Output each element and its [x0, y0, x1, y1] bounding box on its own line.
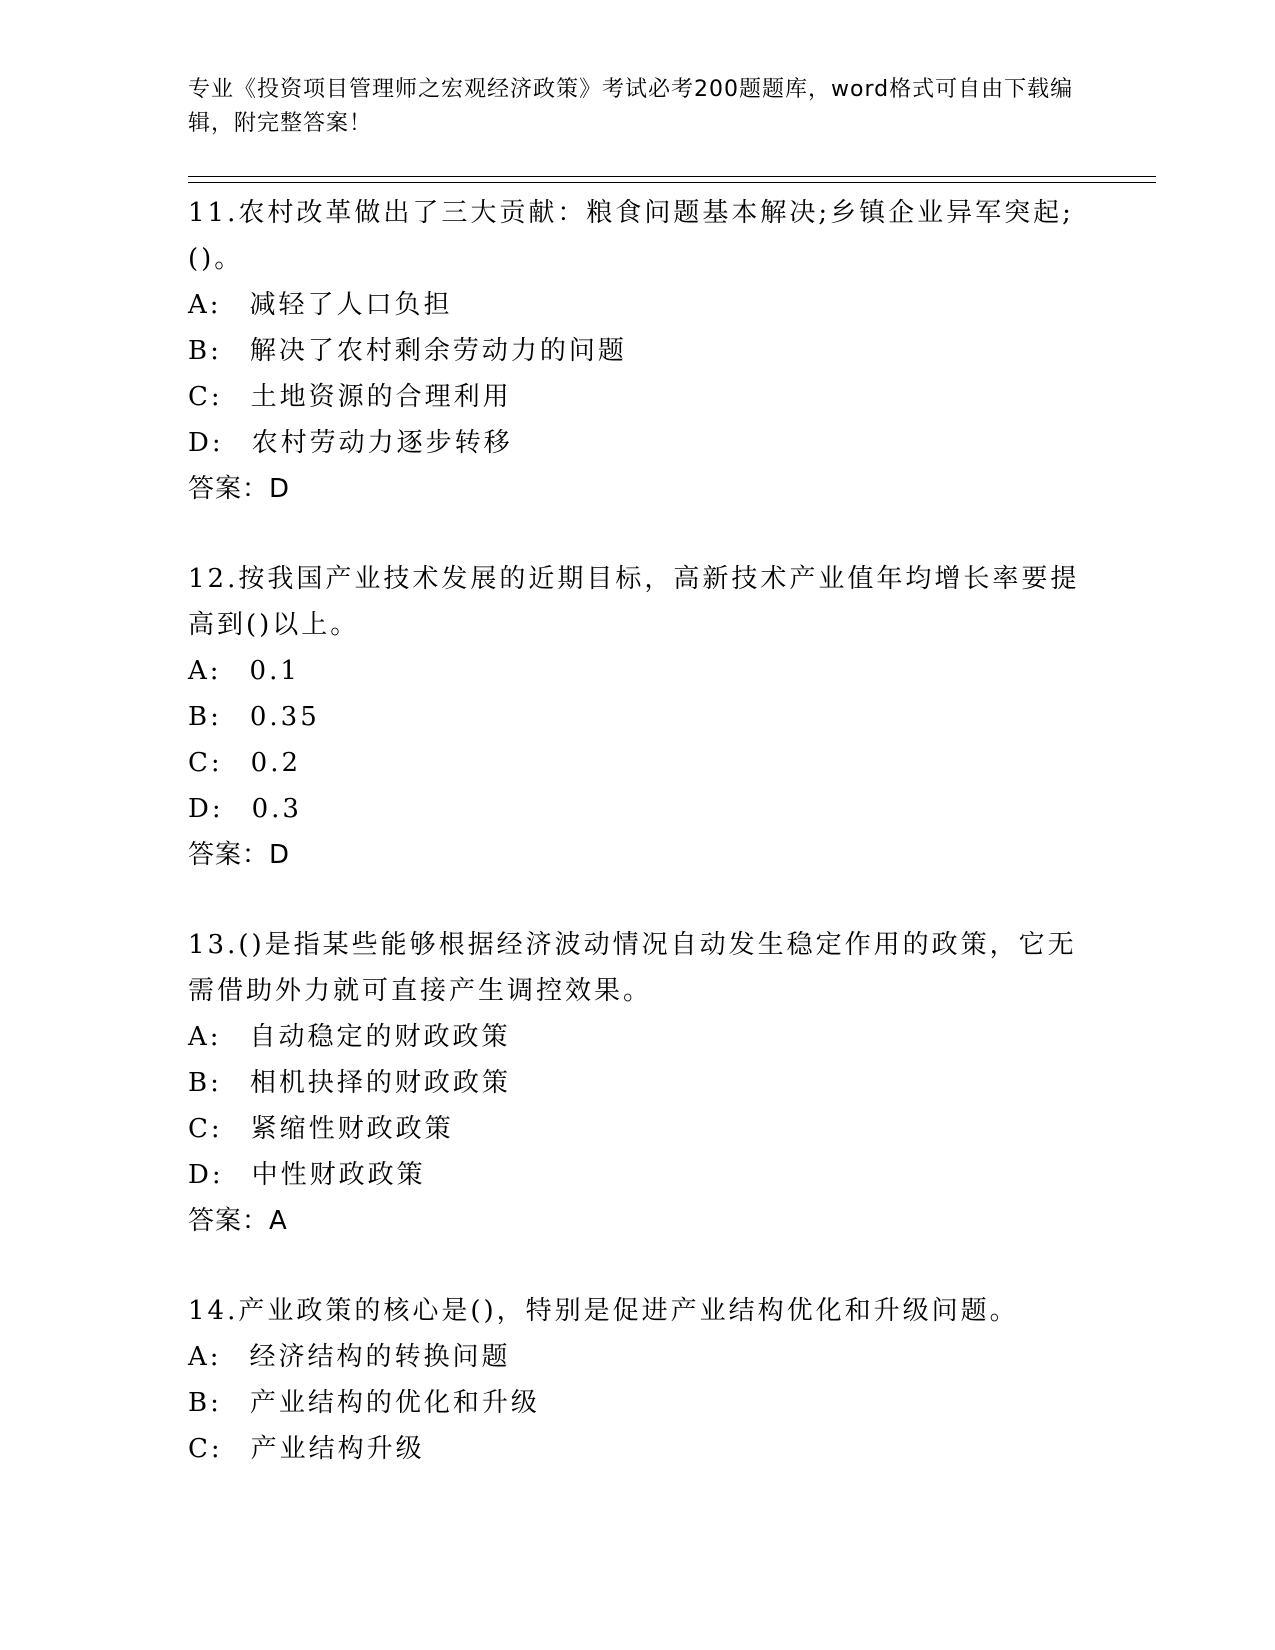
option-letter: D: — [188, 1160, 224, 1190]
option-letter: A: — [188, 1022, 222, 1052]
option-text: 中性财政政策 — [251, 1160, 426, 1190]
option-text: 解决了农村剩余劳动力的问题 — [249, 336, 627, 366]
answer-line: 答案：A — [188, 1206, 288, 1236]
option-c — [188, 1426, 1088, 1472]
option-text: 0.1 — [249, 656, 300, 686]
question-stem: 14.产业政策的核心是()，特别是促进产业结构优化和升级问题。 — [188, 1296, 1019, 1326]
option-text: 减轻了人口负担 — [249, 290, 453, 320]
question-14 — [188, 1288, 1088, 1472]
question-stem: 13.()是指某些能够根据经济波动情况自动发生稳定作用的政策，它无需借助外力就可直接产生调控效果。 — [188, 930, 1077, 1006]
option-a — [188, 282, 1088, 328]
option-text: 0.3 — [251, 794, 302, 824]
option-letter: D: — [188, 428, 224, 458]
option-letter: B: — [188, 1388, 222, 1418]
option-letter: B: — [188, 336, 222, 366]
option-text: 产业结构升级 — [250, 1434, 425, 1464]
option-text: 0.35 — [249, 702, 320, 732]
option-text: 农村劳动力逐步转移 — [251, 428, 513, 458]
option-text: 土地资源的合理利用 — [250, 382, 512, 412]
option-b — [188, 328, 1088, 374]
option-b — [188, 694, 1088, 740]
option-text: 产业结构的优化和升级 — [249, 1388, 540, 1418]
option-a — [188, 1334, 1088, 1380]
answer-line: 答案：D — [188, 474, 291, 504]
option-letter: B: — [188, 1068, 222, 1098]
option-letter: C: — [188, 748, 223, 778]
option-d — [188, 1152, 1088, 1198]
option-letter: C: — [188, 1114, 223, 1144]
option-letter: A: — [188, 1342, 222, 1372]
option-text: 0.2 — [250, 748, 302, 778]
option-letter: D: — [188, 794, 224, 824]
option-letter: A: — [188, 656, 222, 686]
question-11 — [188, 190, 1088, 512]
header-rule-top — [188, 176, 1156, 177]
option-letter: C: — [188, 382, 223, 412]
question-12 — [188, 556, 1088, 878]
option-a — [188, 648, 1088, 694]
option-text: 相机抉择的财政政策 — [249, 1068, 511, 1098]
option-text: 自动稳定的财政政策 — [249, 1022, 511, 1052]
question-list — [188, 190, 1088, 1472]
option-b — [188, 1380, 1088, 1426]
question-stem: 11.农村改革做出了三大贡献：粮食问题基本解决;乡镇企业异军突起;()。 — [188, 198, 1074, 274]
question-stem: 12.按我国产业技术发展的近期目标，高新技术产业值年均增长率要提高到()以上。 — [188, 564, 1080, 640]
option-c — [188, 374, 1088, 420]
option-letter: A: — [188, 290, 222, 320]
option-a — [188, 1014, 1088, 1060]
option-c — [188, 1106, 1088, 1152]
option-d — [188, 786, 1088, 832]
option-c — [188, 740, 1088, 786]
option-d — [188, 420, 1088, 466]
option-letter: B: — [188, 702, 222, 732]
option-letter: C: — [188, 1434, 223, 1464]
document-intro: 专业《投资项目管理师之宏观经济政策》考试必考200题题库，word格式可自由下载编辑，附完整答案！ — [188, 77, 1074, 136]
option-text: 经济结构的转换问题 — [249, 1342, 511, 1372]
question-13 — [188, 922, 1088, 1244]
option-b — [188, 1060, 1088, 1106]
header-rule-bottom — [188, 182, 1156, 183]
answer-line: 答案：D — [188, 840, 291, 870]
option-text: 紧缩性财政政策 — [250, 1114, 454, 1144]
